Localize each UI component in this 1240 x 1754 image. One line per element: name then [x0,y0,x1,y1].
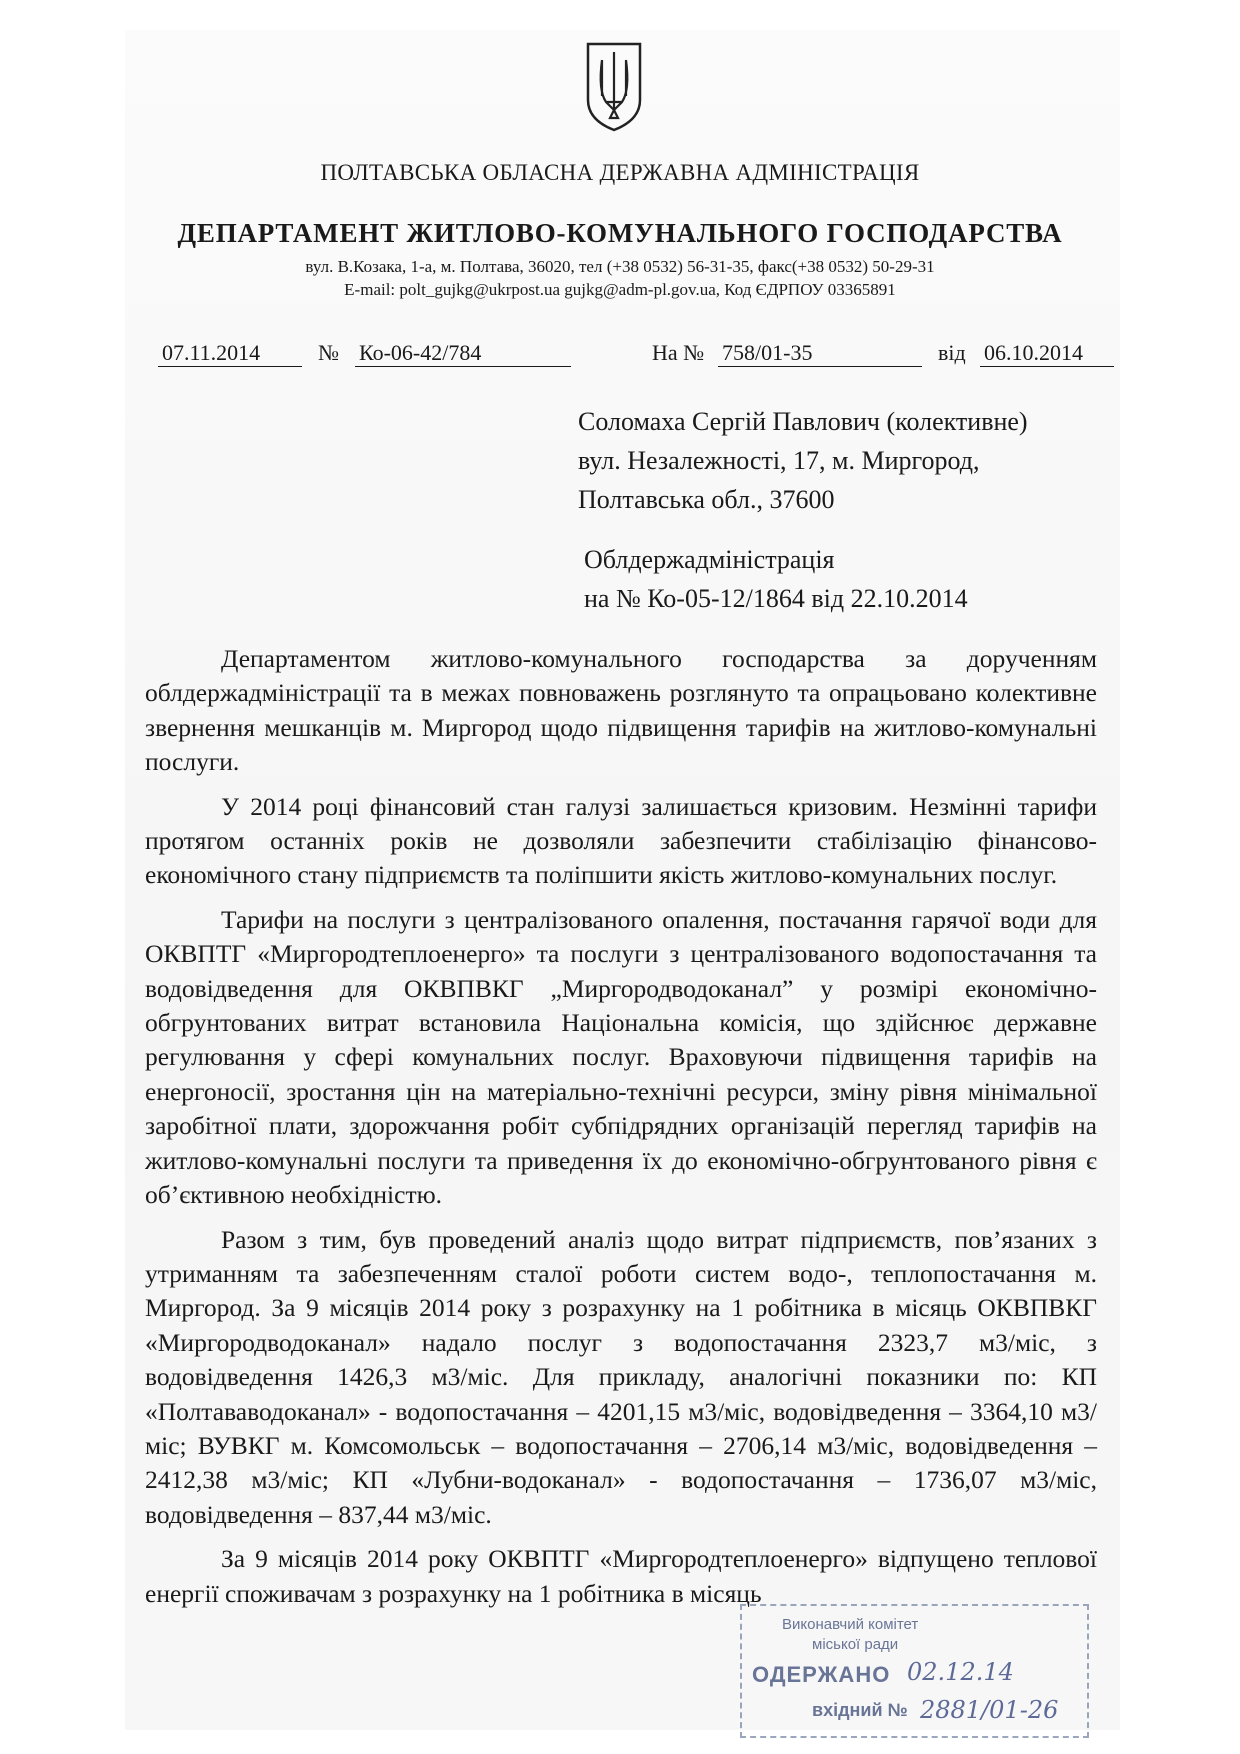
reference-block [584,540,968,618]
ministry-name: ПОЛТАВСЬКА ОБЛАСНА ДЕРЖАВНА АДМІНІСТРАЦІЯ [320,160,920,185]
in-reply-number: 758/01-35 [718,340,922,367]
stamp-date: 02.12.14 [907,1658,1014,1686]
reference-authority: Облдержадміністрація [584,545,835,574]
recipient-region: Полтавська обл., 37600 [578,485,835,514]
paragraph: За 9 місяців 2014 року ОКВПТГ «Миргородтеплоенерго» відпущено теплової енергії споживачам з розрахунку на 1 робітника в місяць [145,1544,1097,1608]
paragraph: Департаментом житлово-комунального господарства за дорученням облдержадміністрації та в межах повноважень розглянуто та опрацьовано колективне звернення мешканців м. Миргород щодо підвищення тарифів на житлово-комунальні послуги. [145,644,1097,777]
stamp-number: 2881/01-26 [920,1696,1059,1724]
received-stamp [740,1604,1089,1738]
recipient-block [578,402,1028,519]
recipient-name: Соломаха Сергій Павлович (колективне) [578,407,1028,436]
stamp-line: міської ради [812,1636,899,1653]
letter-body [145,642,1097,1611]
address-line: вул. В.Козака, 1-а, м. Полтава, 36020, тел (+38 0532) 56-31-35, факс(+38 0532) 50-29-31 [305,257,935,276]
paragraph: Разом з тим, був проведений аналіз щодо витрат підприємств, пов’язаних з утриманням та забезпеченням сталої роботи систем водо-, теплопостачання м. Миргород. За 9 місяців 2014 року з розрахунку на 1 робітника в місяць ОКВПВКГ «Миргородводоканал» надало послуг з водопостачання 2323,7 м3/міс, з водовідведення 1426,3 м3/міс. Для прикладу, аналогічні показники по: КП «Полтававодоканал» - водопостачання – 4201,15 м3/міс, водовідведення – 3364,10 м3/міс; ВУВКГ м. Комсомольськ – водопостачання – 2706,14 м3/міс, водовідведення – 2412,38 м3/міс; КП «Лубни-водоканал» - водопостачання – 1736,07 м3/міс, водовідведення – 837,44 м3/міс. [145,1224,1097,1529]
stamp-received-label: ОДЕРЖАНО [752,1662,891,1687]
outgoing-number: Ко-06-42/784 [355,340,571,367]
number-label: № [318,340,339,365]
stamp-incoming-label: вхідний № [812,1700,908,1720]
outgoing-date: 07.11.2014 [158,340,302,367]
paragraph: У 2014 році фінансовий стан галузі залишається кризовим. Незмінні тарифи протягом останніх років не дозволяли забезпечити стабілізацію фінансово-економічного стану підприємств та поліпшити якість житлово-комунальних послуг. [145,791,1097,890]
trident-emblem-icon [584,40,644,132]
reference-number: на № Ко-05-12/1864 від 22.10.2014 [584,584,968,613]
in-reply-date: 06.10.2014 [980,340,1114,367]
recipient-street: вул. Незалежності, 17, м. Миргород, [578,446,980,475]
in-reply-label: На № [652,340,705,365]
paragraph: Тарифи на послуги з централізованого опалення, постачання гарячої води для ОКВПТГ «Миргородтеплоенерго» та послуги з централізованого водопостачання та водовідведення для ОКВПВКГ „Миргородводоканал” у розмірі економічно-обгрунтованих витрат встановила Національна комісія, що здійснює державне регулювання у сфері комунальних послуг. Враховуючи підвищення тарифів на енергоносії, зростання цін на матеріально-технічні ресурси, зміну рівня мінімальної заробітної плати, здорожчання робіт субпідрядних організацій перегляд тарифів на житлово-комунальні послуги та приведення їх до економічно-обгрунтованого рівня є об’єктивною необхідністю. [145,904,1097,1210]
from-label: від [938,340,966,365]
contact-line: E-mail: polt_gujkg@ukrpost.ua gujkg@adm-pl.gov.ua, Код ЄДРПОУ 03365891 [344,280,896,299]
department-title: ДЕПАРТАМЕНТ ЖИТЛОВО-КОМУНАЛЬНОГО ГОСПОДАРСТВА [177,218,1063,248]
stamp-line: Виконавчий комітет [782,1616,919,1633]
